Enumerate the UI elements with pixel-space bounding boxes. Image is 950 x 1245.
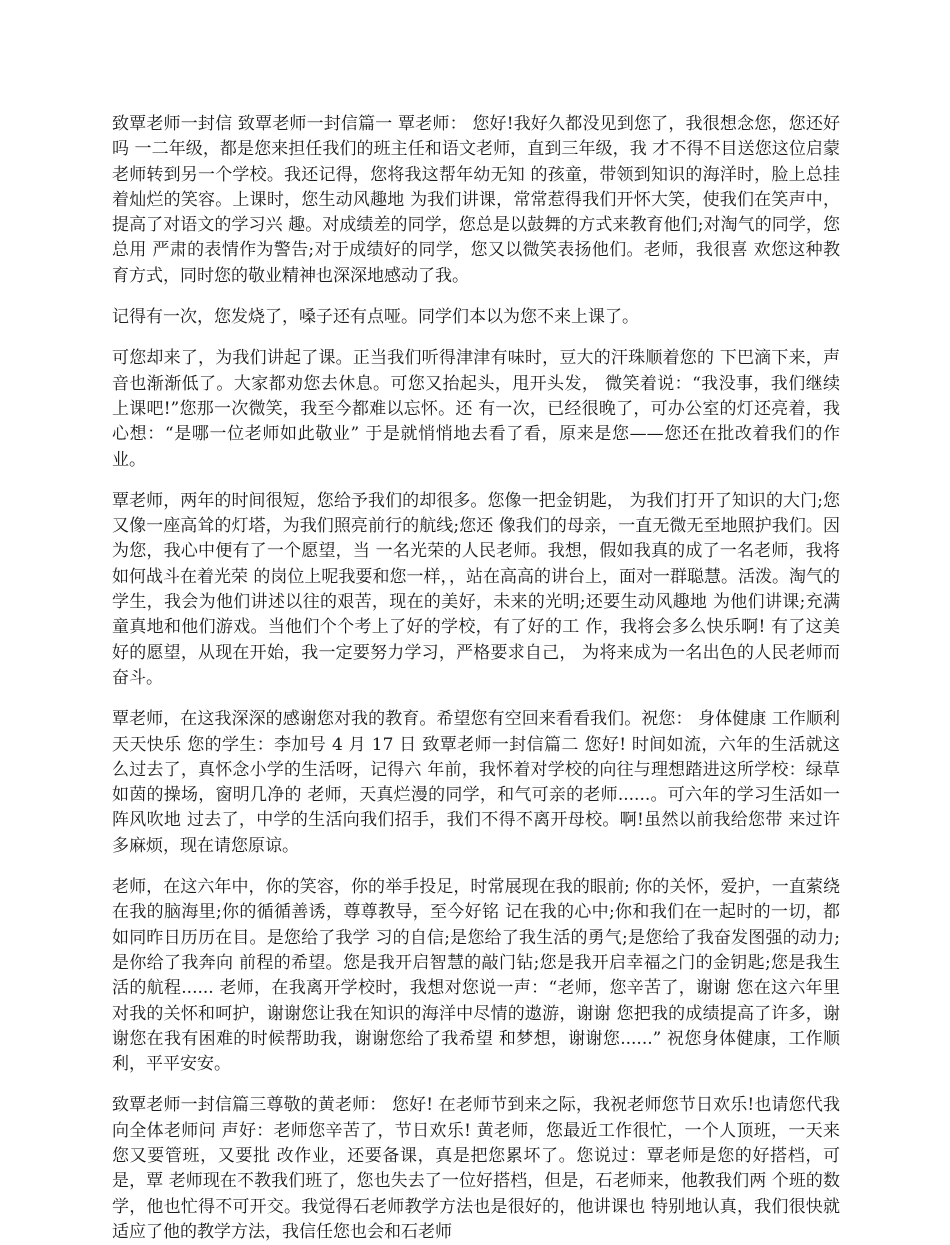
paragraph: 覃老师，两年的时间很短，您给予我们的却很多。您像一把金钥匙， 为我们打开了知识的大门;您又像一座高耸的灯塔，为我们照亮前行的航线;您还 像我们的母亲，一直无微无至地照护我们。因为您，我心中便有了一个愿望，当 一名光荣的人民老师。我想，假如我真的成了一名老师，我将如何战斗在着光荣 的岗位上呢我要和您一样，，站在高高的讲台上，面对一群聪慧。活泼。淘气的 学生，我会为他们讲述以往的艰苦，现在的美好，未来的光明;还要生动风趣地 为他们讲课;充满童真地和他们游戏。当他们个个考上了好的学校，有了好的工 作，我将会多么快乐啊! 有了这美好的愿望，从现在开始，我一定要努力学习，严格要求自己， 为将来成为一名出色的人民老师而奋斗。 <box>112 490 840 688</box>
paragraph: 致覃老师一封信 致覃老师一封信篇一 覃老师： 您好!我好久都没见到您了，我很想念您，您还好吗 一二年级，都是您来担任我们的班主任和语文老师，直到三年级，我 才不得不目送您这位启蒙老师转到另一个学校。我还记得，您将我这帮年幼无知 的孩童，带领到知识的海洋时，脸上总挂着灿烂的笑容。上课时，您生动风趣地 为我们讲课，常常惹得我们开怀大笑，使我们在笑声中，提高了对语文的学习兴 趣。对成绩差的同学，您总是以鼓舞的方式来教育他们;对淘气的同学，您总用 严肃的表情作为警告;对于成绩好的同学，您又以微笑表扬他们。老师，我很喜 欢您这种教育方式，同时您的敬业精神也深深地感动了我。 <box>112 114 840 286</box>
paragraph: 老师，在这六年中，你的笑容，你的举手投足，时常展现在我的眼前; 你的关怀，爱护，一直萦绕在我的脑海里;你的循循善诱，尊尊教导，至今好铭 记在我的心中;你和我们在一起时的一切，都如同昨日历历在目。是您给了我学 习的自信;是您给了我生活的勇气;是您给了我奋发图强的动力;是你给了我奔向 前程的希望。您是我开启智慧的敲门钻;您是我开启幸福之门的金钥匙;您是我生 活的航程...... 老师，在我离开学校时，我想对您说一声：“老师，您辛苦了，谢谢 您在这六年里对我的关怀和呵护，谢谢您让我在知识的海洋中尽情的遨游，谢谢 您把我的成绩提高了许多，谢谢您在我有困难的时候帮助我，谢谢您给了我希望 和梦想，谢谢您......” 祝您身体健康，工作顺利，平平安安。 <box>112 877 840 1075</box>
paragraph: 覃老师，在这我深深的感谢您对我的教育。希望您有空回来看看我们。祝您： 身体健康 工作顺利 天天快乐 您的学生：李加号 4 月 17 日 致覃老师一封信篇二 您好! 时间如流，六年的生活就这么过去了，真怀念小学的生活呀，记得六 年前，我怀着对学校的向往与理想踏进这所学校：绿草如茵的操场，窗明几净的 老师，天真烂漫的同学，和气可亲的老师......。可六年的学习生活如一阵风吹地 过去了，中学的生活向我们招手，我们不得不离开母校。啊!虽然以前我给您带 来过许多麻烦，现在请您原谅。 <box>112 709 840 856</box>
paragraph: 记得有一次，您发烧了，嗓子还有点哑。同学们本以为您不来上课了。 <box>112 307 639 328</box>
paragraph: 致覃老师一封信篇三尊敬的黄老师： 您好! 在老师节到来之际，我祝老师您节日欢乐!也请您代我向全体老师问 声好：老师您辛苦了，节日欢乐! 黄老师，您最近工作很忙，一个人顶班，一天来您又要管班，又要批 改作业，还要备课，真是把您累坏了。您说过：覃老师是您的好搭档，可是，覃 老师现在不教我们班了，您也失去了一位好搭档，但是，石老师来，他教我们两 个班的数学，他也忙得不可开交。我觉得石老师教学方法也是很好的，他讲课也 特别地认真，我们很快就适应了他的教学方法，我信任您也会和石老师 <box>112 1095 840 1242</box>
document-body <box>112 112 840 1242</box>
paragraph: 可您却来了，为我们讲起了课。正当我们听得津津有味时，豆大的汗珠顺着您的 下巴滴下来，声音也渐渐低了。大家都劝您去休息。可您又抬起头，甩开头发， 微笑着说：“我没事，我们继续上课吧!”您那一次微笑，我至今都难以忘怀。还 有一次，已经很晚了，可办公室的灯还亮着，我心想：“是哪一位老师如此敬业” 于是就悄悄地去看了看，原来是您——您还在批改着我们的作业。 <box>112 348 840 470</box>
